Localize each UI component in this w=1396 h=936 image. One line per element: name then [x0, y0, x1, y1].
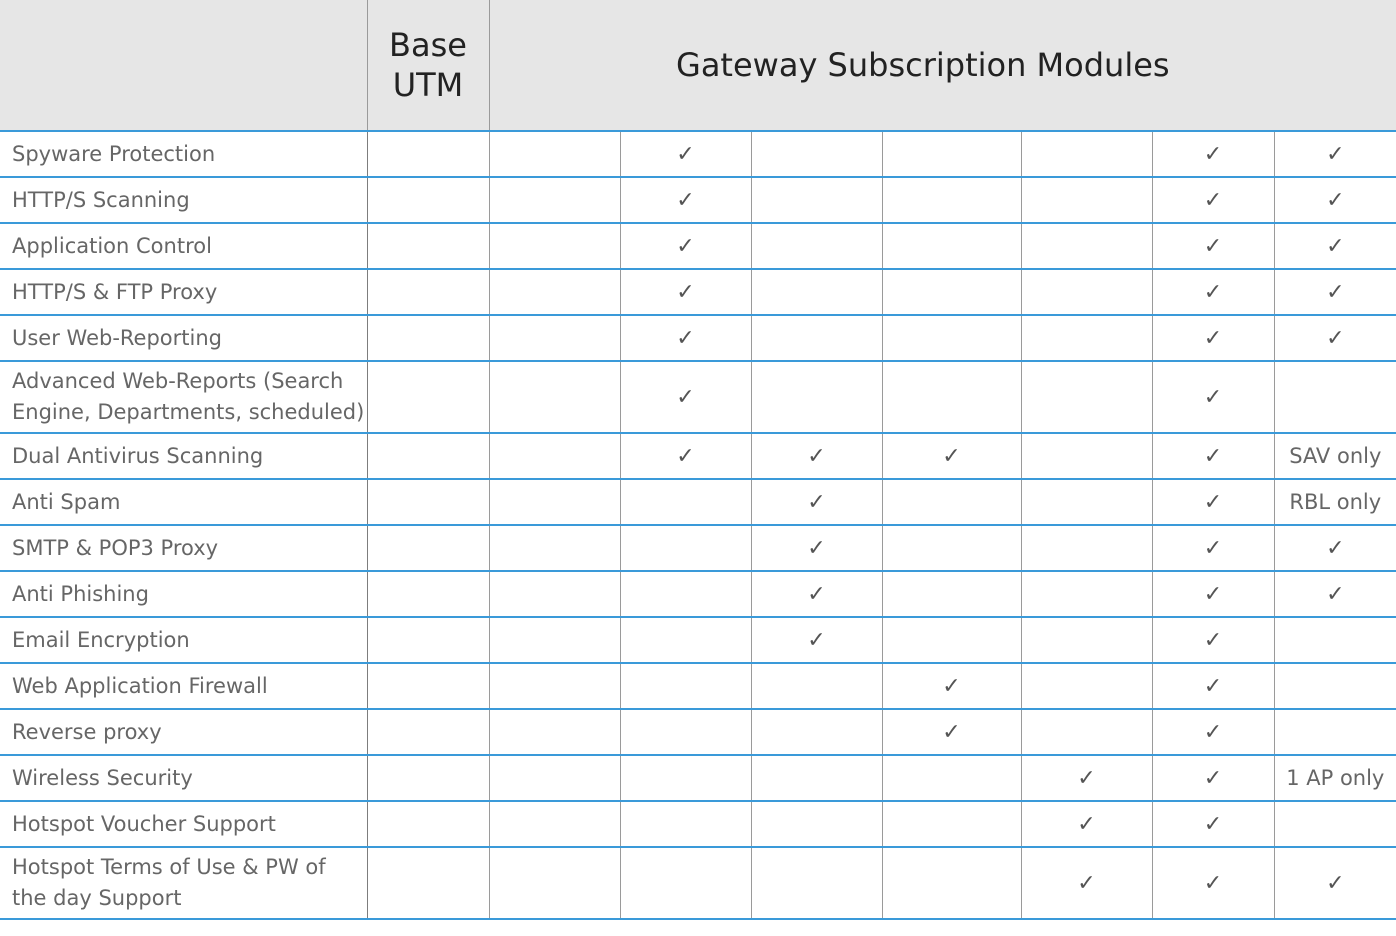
- table-cell: [882, 131, 1021, 177]
- table-cell: [489, 663, 620, 709]
- feature-label: Dual Antivirus Scanning: [0, 433, 367, 479]
- table-cell: [751, 361, 882, 433]
- checkmark-icon: ✓: [676, 233, 695, 259]
- table-cell: [367, 525, 489, 571]
- table-cell: [1152, 847, 1274, 919]
- feature-label: Advanced Web-Reports (Search Engine, Departments, scheduled): [0, 361, 367, 433]
- table-body: [0, 131, 1396, 919]
- checkmark-icon: ✓: [1326, 581, 1345, 607]
- table-cell: [489, 479, 620, 525]
- table-cell: [489, 525, 620, 571]
- table-cell: [620, 177, 751, 223]
- cell-note: 1 AP only: [1286, 766, 1385, 790]
- table-cell: [1274, 269, 1396, 315]
- table-cell: [367, 315, 489, 361]
- table-cell: [489, 755, 620, 801]
- table-cell: [882, 525, 1021, 571]
- table-cell: [1021, 847, 1152, 919]
- table-cell: [367, 223, 489, 269]
- checkmark-icon: ✓: [1326, 187, 1345, 213]
- table-cell: [1274, 223, 1396, 269]
- table-row: [0, 269, 1396, 315]
- checkmark-icon: ✓: [676, 325, 695, 351]
- table-cell: [882, 709, 1021, 755]
- checkmark-icon: ✓: [676, 141, 695, 167]
- table-cell: [620, 617, 751, 663]
- table-cell: [1274, 571, 1396, 617]
- table-cell: [751, 315, 882, 361]
- gateway-modules-header: Gateway Subscription Modules: [489, 0, 1396, 131]
- table-cell: [1274, 801, 1396, 847]
- table-cell: [1274, 847, 1396, 919]
- table-cell: [489, 801, 620, 847]
- table-cell: [1021, 525, 1152, 571]
- checkmark-icon: ✓: [1203, 627, 1223, 653]
- checkmark-icon: ✓: [1203, 325, 1223, 351]
- table-row: [0, 755, 1396, 801]
- table-cell: [751, 663, 882, 709]
- checkmark-icon: ✓: [1203, 719, 1223, 745]
- table-cell: [1274, 361, 1396, 433]
- table-cell: [882, 617, 1021, 663]
- table-cell: [1274, 709, 1396, 755]
- table-cell: [1021, 315, 1152, 361]
- table-cell: [489, 269, 620, 315]
- table-cell: [620, 525, 751, 571]
- table-cell: [1274, 479, 1396, 525]
- checkmark-icon: ✓: [1203, 581, 1223, 607]
- table-cell: [367, 663, 489, 709]
- table-cell: [367, 433, 489, 479]
- checkmark-icon: ✓: [1203, 811, 1223, 837]
- checkmark-icon: ✓: [676, 279, 695, 305]
- table-cell: [367, 755, 489, 801]
- table-cell: [751, 709, 882, 755]
- checkmark-icon: ✓: [676, 384, 695, 410]
- base-utm-header: [367, 0, 489, 131]
- checkmark-icon: ✓: [1203, 489, 1223, 515]
- table-cell: [882, 177, 1021, 223]
- table-cell: [620, 571, 751, 617]
- table-cell: [882, 571, 1021, 617]
- base-utm-header-line1: Base: [389, 26, 467, 64]
- feature-label: HTTP/S Scanning: [0, 177, 367, 223]
- feature-label: Hotspot Voucher Support: [0, 801, 367, 847]
- table-cell: [620, 269, 751, 315]
- feature-label: Email Encryption: [0, 617, 367, 663]
- table-cell: [620, 223, 751, 269]
- table-cell: [882, 433, 1021, 479]
- table-cell: [620, 361, 751, 433]
- table-cell: [367, 131, 489, 177]
- table-cell: [489, 709, 620, 755]
- feature-label: HTTP/S & FTP Proxy: [0, 269, 367, 315]
- table-cell: [1152, 663, 1274, 709]
- table-cell: [1274, 617, 1396, 663]
- checkmark-icon: ✓: [807, 443, 826, 469]
- table-cell: [751, 571, 882, 617]
- table-cell: [751, 847, 882, 919]
- table-cell: [1021, 801, 1152, 847]
- checkmark-icon: ✓: [1077, 765, 1096, 791]
- table-cell: [620, 315, 751, 361]
- table-cell: [1152, 315, 1274, 361]
- table-cell: [751, 433, 882, 479]
- checkmark-icon: ✓: [1203, 535, 1223, 561]
- table-row: [0, 479, 1396, 525]
- table-cell: [882, 361, 1021, 433]
- table-row: [0, 709, 1396, 755]
- table-cell: [1021, 479, 1152, 525]
- table-row: [0, 571, 1396, 617]
- checkmark-icon: ✓: [1326, 233, 1345, 259]
- cell-note: SAV only: [1289, 444, 1382, 468]
- table-cell: [367, 847, 489, 919]
- feature-label: Reverse proxy: [0, 709, 367, 755]
- table-cell: [1021, 131, 1152, 177]
- table-cell: [1274, 131, 1396, 177]
- table-cell: [620, 663, 751, 709]
- table-cell: [751, 223, 882, 269]
- table-cell: [751, 269, 882, 315]
- checkmark-icon: ✓: [676, 187, 695, 213]
- feature-label: Anti Phishing: [0, 571, 367, 617]
- table-cell: [620, 433, 751, 479]
- table-cell: [620, 801, 751, 847]
- checkmark-icon: ✓: [1203, 443, 1223, 469]
- table-cell: [751, 525, 882, 571]
- table-cell: [489, 361, 620, 433]
- table-cell: [1152, 269, 1274, 315]
- table-cell: [489, 131, 620, 177]
- table-row: [0, 663, 1396, 709]
- table-cell: [367, 709, 489, 755]
- feature-label: Anti Spam: [0, 479, 367, 525]
- table-cell: [1152, 755, 1274, 801]
- table-cell: [1021, 361, 1152, 433]
- table-cell: [1021, 709, 1152, 755]
- table-header-row: [0, 0, 1396, 131]
- table-cell: [751, 617, 882, 663]
- table-cell: [367, 617, 489, 663]
- table-cell: [1021, 755, 1152, 801]
- table-row: [0, 223, 1396, 269]
- checkmark-icon: ✓: [1203, 384, 1223, 410]
- table-cell: [489, 617, 620, 663]
- table-cell: [1152, 709, 1274, 755]
- table-row: [0, 131, 1396, 177]
- table-row: [0, 525, 1396, 571]
- checkmark-icon: ✓: [1077, 870, 1096, 896]
- checkmark-icon: ✓: [1326, 279, 1345, 305]
- table-cell: [882, 755, 1021, 801]
- feature-label: Application Control: [0, 223, 367, 269]
- checkmark-icon: ✓: [807, 489, 826, 515]
- checkmark-icon: ✓: [1203, 765, 1223, 791]
- table-row: [0, 315, 1396, 361]
- checkmark-icon: ✓: [1203, 673, 1223, 699]
- checkmark-icon: ✓: [676, 443, 695, 469]
- feature-label: Wireless Security: [0, 755, 367, 801]
- checkmark-icon: ✓: [1203, 279, 1223, 305]
- table-row: [0, 177, 1396, 223]
- table-row: [0, 361, 1396, 433]
- table-cell: [1274, 755, 1396, 801]
- table-cell: [367, 269, 489, 315]
- table-cell: [367, 361, 489, 433]
- table-cell: [1152, 617, 1274, 663]
- table-row: [0, 617, 1396, 663]
- table-cell: [751, 755, 882, 801]
- table-cell: [489, 315, 620, 361]
- table-cell: [1152, 131, 1274, 177]
- table-cell: [882, 223, 1021, 269]
- table-cell: [1021, 177, 1152, 223]
- base-utm-header-line2: UTM: [392, 66, 464, 104]
- table-cell: [1021, 571, 1152, 617]
- table-cell: [1152, 571, 1274, 617]
- checkmark-icon: ✓: [1077, 811, 1096, 837]
- table-cell: [489, 847, 620, 919]
- table-row: [0, 801, 1396, 847]
- table-cell: [751, 177, 882, 223]
- table-cell: [1274, 177, 1396, 223]
- table-cell: [1274, 315, 1396, 361]
- checkmark-icon: ✓: [942, 443, 961, 469]
- checkmark-icon: ✓: [1203, 233, 1223, 259]
- cell-note: RBL only: [1289, 490, 1382, 514]
- feature-label: Spyware Protection: [0, 131, 367, 177]
- table-cell: [1152, 801, 1274, 847]
- table-cell: [751, 131, 882, 177]
- table-cell: [489, 223, 620, 269]
- table-cell: [1021, 223, 1152, 269]
- table-cell: [1021, 433, 1152, 479]
- table-cell: [1152, 177, 1274, 223]
- table-cell: [1021, 663, 1152, 709]
- table-cell: [882, 663, 1021, 709]
- table-cell: [367, 801, 489, 847]
- checkmark-icon: ✓: [1203, 187, 1223, 213]
- table-cell: [1274, 433, 1396, 479]
- table-cell: [882, 479, 1021, 525]
- table-cell: [620, 131, 751, 177]
- checkmark-icon: ✓: [942, 719, 961, 745]
- table-cell: [882, 801, 1021, 847]
- table-cell: [620, 755, 751, 801]
- checkmark-icon: ✓: [1326, 870, 1345, 896]
- table-cell: [882, 847, 1021, 919]
- checkmark-icon: ✓: [807, 581, 826, 607]
- table-cell: [620, 479, 751, 525]
- checkmark-icon: ✓: [807, 535, 826, 561]
- table-cell: [620, 709, 751, 755]
- table-cell: [1152, 361, 1274, 433]
- table-cell: [489, 571, 620, 617]
- feature-label: SMTP & POP3 Proxy: [0, 525, 367, 571]
- checkmark-icon: ✓: [1326, 535, 1345, 561]
- header-corner-cell: [0, 0, 367, 131]
- table-cell: [489, 177, 620, 223]
- checkmark-icon: ✓: [1203, 141, 1223, 167]
- table-cell: [1021, 617, 1152, 663]
- checkmark-icon: ✓: [1326, 325, 1345, 351]
- table-cell: [367, 479, 489, 525]
- table-cell: [1021, 269, 1152, 315]
- table-cell: [882, 315, 1021, 361]
- table-row: [0, 847, 1396, 919]
- table-cell: [367, 571, 489, 617]
- feature-label: User Web-Reporting: [0, 315, 367, 361]
- feature-label: Hotspot Terms of Use & PW of the day Support: [0, 847, 367, 919]
- checkmark-icon: ✓: [1203, 870, 1223, 896]
- table-cell: [1274, 525, 1396, 571]
- table-cell: [751, 479, 882, 525]
- table-cell: [367, 177, 489, 223]
- table-cell: [1152, 223, 1274, 269]
- table-cell: [1152, 433, 1274, 479]
- feature-label: Web Application Firewall: [0, 663, 367, 709]
- table-row: [0, 433, 1396, 479]
- table-cell: [1274, 663, 1396, 709]
- table-cell: [489, 433, 620, 479]
- checkmark-icon: ✓: [807, 627, 826, 653]
- table-cell: [751, 801, 882, 847]
- checkmark-icon: ✓: [942, 673, 961, 699]
- table-cell: [882, 269, 1021, 315]
- checkmark-icon: ✓: [1326, 141, 1345, 167]
- table-cell: [620, 847, 751, 919]
- table-cell: [1152, 479, 1274, 525]
- table-cell: [1152, 525, 1274, 571]
